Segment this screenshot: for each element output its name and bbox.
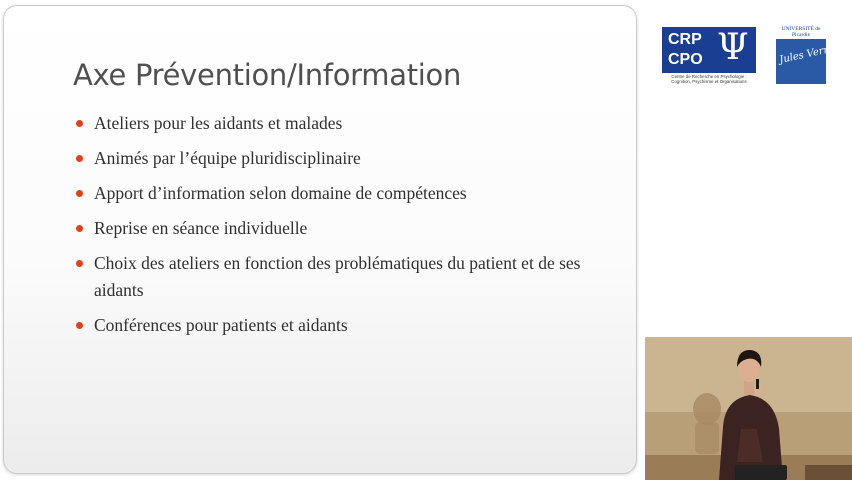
upjv-signature: Jules Verne	[778, 43, 837, 66]
cpo-logo-text: CPO	[668, 51, 703, 68]
upjv-logo	[775, 26, 837, 86]
bullet-dot-icon	[76, 322, 83, 329]
crp-cpo-logo	[662, 27, 756, 85]
bullet-item	[74, 110, 619, 137]
speaker-shadow	[695, 422, 719, 454]
bullet-text: Ateliers pour les aidants et malades	[94, 113, 343, 133]
presentation-slide	[3, 5, 637, 474]
crp-logo-caption: Centre de Recherche en Psychologie : Cognition, Psychisme et Organisations	[671, 74, 747, 84]
bullet-text: Choix des ateliers en fonction des problématiques du patient et de ses aidants	[94, 253, 581, 300]
speaker-neck	[744, 381, 754, 395]
bullet-dot-icon	[76, 190, 83, 197]
bullet-item	[74, 250, 619, 304]
lectern	[735, 465, 787, 480]
bullet-item	[74, 145, 619, 172]
bullet-text: Apport d’information selon domaine de compétences	[94, 183, 467, 203]
bullet-dot-icon	[76, 260, 83, 267]
desk-edge	[805, 465, 852, 480]
bullet-dot-icon	[76, 225, 83, 232]
upjv-logo-box	[776, 39, 837, 84]
bullet-item	[74, 180, 619, 207]
microphone-icon	[756, 379, 759, 389]
psi-icon: Ψ	[717, 27, 749, 68]
speaker-illustration	[645, 337, 852, 480]
bullet-item	[74, 312, 619, 339]
bullet-list	[74, 110, 619, 347]
bullet-text: Conférences pour patients et aidants	[94, 315, 348, 335]
bullet-dot-icon	[76, 120, 83, 127]
crp-logo-text: CRP	[668, 31, 702, 48]
crp-logo-box	[662, 27, 756, 73]
speaker-shadow	[693, 393, 721, 425]
upjv-logo-text: UNIVERSITÉ de Picardie	[781, 26, 821, 38]
bullet-text: Animés par l’équipe pluridisciplinaire	[94, 148, 361, 168]
slide-title: Axe Prévention/Information	[73, 58, 462, 92]
bullet-item	[74, 215, 619, 242]
speaker-video-feed	[645, 337, 852, 480]
bullet-text: Reprise en séance individuelle	[94, 218, 308, 238]
bullet-dot-icon	[76, 155, 83, 162]
